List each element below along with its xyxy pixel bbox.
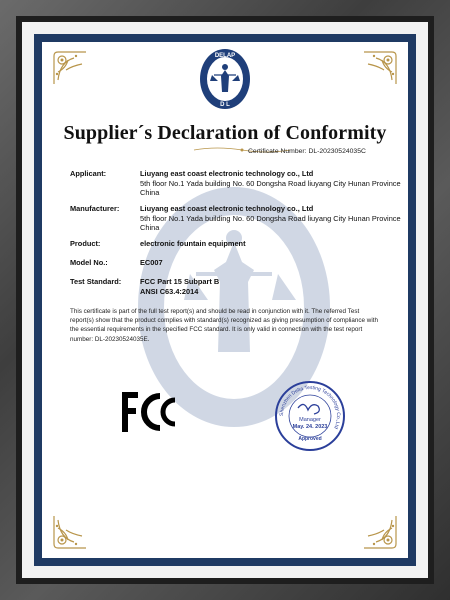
signature-mark (298, 404, 319, 414)
fcc-logo (120, 390, 182, 434)
model-label: Model No.: (70, 258, 108, 267)
corner-ornament-icon (362, 50, 398, 86)
stamp-role: Manager (299, 417, 321, 423)
compliance-statement: This certificate is part of the full test report(s) and should be read in conjunction with it. The referred Test report(s) show that the product complies with standard(s) recognized as giving presumption of compliance with the essential requirements in the specified FCC standard. It is only valid in connection with the test report number: DL-20230524035E. (70, 308, 378, 343)
model-value: EC007 (140, 258, 163, 267)
manufacturer-value: Liuyang east coast electronic technology co., Ltd 5th floor No.1 Yada building No. 60 Dongsha Road liuyang City Hunan Province China (140, 204, 401, 233)
stamp-ring-text: Shenzhen Delta Testing Technology Co.,Ltd (278, 384, 342, 430)
certificate-page (42, 42, 408, 558)
stamp-status: Approved (298, 436, 322, 442)
certificate-title: Supplier´s Declaration of Conformity (63, 122, 387, 144)
corner-ornament-icon (362, 514, 398, 550)
corner-ornament-icon (52, 514, 88, 550)
justice-scale-figure-icon (222, 64, 228, 70)
delap-logo (199, 48, 251, 110)
test-standard-label: Test Standard: (70, 277, 122, 286)
approval-stamp (274, 380, 346, 452)
certificate-number-value: DL-20230524035C (308, 148, 366, 155)
logo-top-text: DELAP (214, 53, 236, 59)
applicant-value: Liuyang east coast electronic technology co., Ltd 5th floor No.1 Yada building No. 60 Dongsha Road liuyang City Hunan Province China (140, 169, 401, 198)
stamp-date: May. 24. 2023 (292, 424, 328, 430)
corner-ornament-icon (52, 50, 88, 86)
product-label: Product: (70, 239, 101, 248)
logo-bottom-text: D L (220, 102, 230, 108)
certificate-number (248, 148, 366, 155)
test-standard-value: FCC Part 15 Subpart B ANSI C63.4:2014 (140, 277, 220, 296)
applicant-label: Applicant: (70, 169, 107, 178)
manufacturer-label: Manufacturer: (70, 204, 120, 213)
product-value: electronic fountain equipment (140, 239, 246, 248)
certificate-number-label: Certificate Number: (248, 148, 307, 155)
